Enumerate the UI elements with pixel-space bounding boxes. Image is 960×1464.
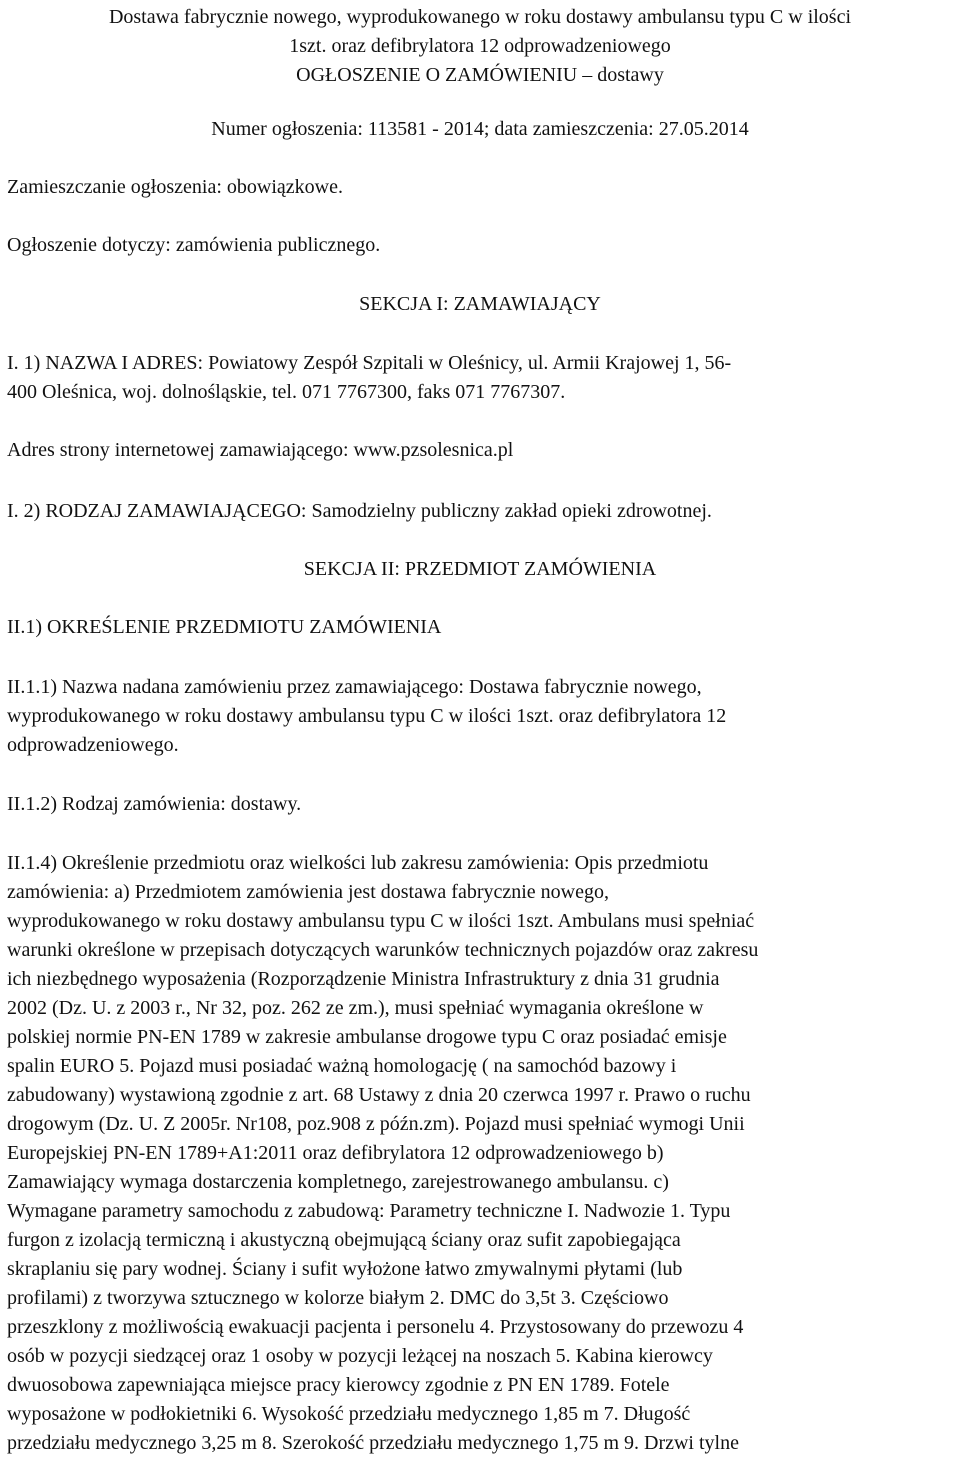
section1-website	[7, 436, 953, 465]
placement-info	[7, 173, 953, 202]
name-line-3: odprowadzeniowego.	[7, 734, 179, 756]
description-line-21: przedziału medycznego 3,25 m 8. Szerokość przedziału medycznego 1,75 m 9. Drzwi tylne	[7, 1432, 739, 1454]
section2-subtitle-text: II.1) OKREŚLENIE PRZEDMIOTU ZAMÓWIENIA	[7, 616, 442, 638]
description-line-5: ich niezbędnego wyposażenia (Rozporządzenie Ministra Infrastruktury z dnia 31 grudnia	[7, 968, 720, 990]
name-address-line-1: I. 1) NAZWA I ADRES: Powiatowy Zespół Szpitali w Oleśnicy, ul. Armii Krajowej 1, 56-	[7, 352, 732, 374]
kind-text: II.1.2) Rodzaj zamówienia: dostawy.	[7, 793, 302, 815]
description-line-4: warunki określone w przepisach dotyczących warunków technicznych pojazdów oraz zakresu	[7, 939, 759, 961]
concerns-info	[7, 231, 953, 260]
description-line-10: drogowym (Dz. U. Z 2005r. Nr108, poz.908 z późn.zm). Pojazd musi spełniać wymogi Unii	[7, 1113, 745, 1135]
title-line-3: OGŁOSZENIE O ZAMÓWIENIU – dostawy	[296, 64, 664, 86]
section2-name	[7, 673, 953, 760]
description-line-19: dwuosobowa zapewniająca miejsce pracy kierowcy zgodnie z PN EN 1789. Fotele	[7, 1374, 670, 1396]
description-line-7: polskiej normie PN-EN 1789 w zakresie ambulanse drogowe typu C oraz posiadać emisje	[7, 1026, 727, 1048]
name-line-1: II.1.1) Nazwa nadana zamówieniu przez zamawiającego: Dostawa fabrycznie nowego,	[7, 676, 702, 698]
description-line-20: wyposażone w podłokietniki 6. Wysokość przedziału medycznego 1,85 m 7. Długość	[7, 1403, 691, 1425]
document-title	[7, 3, 953, 90]
name-address-line-2: 400 Oleśnica, woj. dolnośląskie, tel. 071 7767300, faks 071 7767307.	[7, 381, 566, 403]
type-text: I. 2) RODZAJ ZAMAWIAJĄCEGO: Samodzielny publiczny zakład opieki zdrowotnej.	[7, 500, 712, 522]
description-line-14: furgon z izolacją termiczną i akustyczną obejmującą ściany oraz sufit zapobiegająca	[7, 1229, 681, 1251]
description-line-8: spalin EURO 5. Pojazd musi posiadać ważną homologację ( na samochód bazowy i	[7, 1055, 677, 1077]
announcement-number	[7, 115, 953, 144]
section2-subtitle	[7, 613, 953, 642]
description-line-1: II.1.4) Określenie przedmiotu oraz wielkości lub zakresu zamówienia: Opis przedmiotu	[7, 852, 709, 874]
title-line-1: Dostawa fabrycznie nowego, wyprodukowanego w roku dostawy ambulansu typu C w ilości	[108, 6, 852, 28]
placement-text: Zamieszczanie ogłoszenia: obowiązkowe.	[7, 176, 343, 198]
section2-description	[7, 849, 953, 1458]
description-line-16: profilami) z tworzywa sztucznego w kolorze białym 2. DMC do 3,5t 3. Częściowo	[7, 1287, 669, 1309]
description-line-11: Europejskiej PN-EN 1789+A1:2011 oraz defibrylatora 12 odprowadzeniowego b)	[7, 1142, 664, 1164]
section2-title-text: SEKCJA II: PRZEDMIOT ZAMÓWIENIA	[303, 558, 657, 580]
description-line-15: skraplaniu się pary wodnej. Ściany i sufit wyłożone łatwo zmywalnymi płytami (lub	[7, 1258, 683, 1280]
section1-type	[7, 497, 953, 526]
description-line-2: zamówienia: a) Przedmiotem zamówienia jest dostawa fabrycznie nowego,	[7, 881, 609, 903]
description-line-12: Zamawiający wymaga dostarczenia kompletnego, zarejestrowanego ambulansu. c)	[7, 1171, 669, 1193]
section1-title	[7, 290, 953, 319]
announcement-number-text: Numer ogłoszenia: 113581 - 2014; data zamieszczenia: 27.05.2014	[211, 118, 749, 140]
section2-title	[7, 555, 953, 584]
description-line-6: 2002 (Dz. U. z 2003 r., Nr 32, poz. 262 ze zm.), musi spełniać wymagania określone w	[7, 997, 704, 1019]
description-line-17: przeszklony z możliwością ewakuacji pacjenta i personelu 4. Przystosowany do przewozu 4	[7, 1316, 744, 1338]
section2-kind	[7, 790, 953, 819]
section1-title-text: SEKCJA I: ZAMAWIAJĄCY	[359, 293, 601, 315]
section1-name-address	[7, 349, 953, 407]
description-line-13: Wymagane parametry samochodu z zabudową: Parametry techniczne I. Nadwozie 1. Typu	[7, 1200, 731, 1222]
description-line-3: wyprodukowanego w roku dostawy ambulansu typu C w ilości 1szt. Ambulans musi spełniać	[7, 910, 755, 932]
description-line-18: osób w pozycji siedzącej oraz 1 osoby w pozycji leżącej na noszach 5. Kabina kierowcy	[7, 1345, 713, 1367]
name-line-2: wyprodukowanego w roku dostawy ambulansu typu C w ilości 1szt. oraz defibrylatora 12	[7, 705, 727, 727]
title-line-2: 1szt. oraz defibrylatora 12 odprowadzeniowego	[289, 35, 671, 57]
concerns-text: Ogłoszenie dotyczy: zamówienia publicznego.	[7, 234, 381, 256]
description-line-9: zabudowany) wystawioną zgodnie z art. 68 Ustawy z dnia 20 czerwca 1997 r. Prawo o ruchu	[7, 1084, 751, 1106]
website-text: Adres strony internetowej zamawiającego: www.pzsolesnica.pl	[7, 439, 514, 461]
